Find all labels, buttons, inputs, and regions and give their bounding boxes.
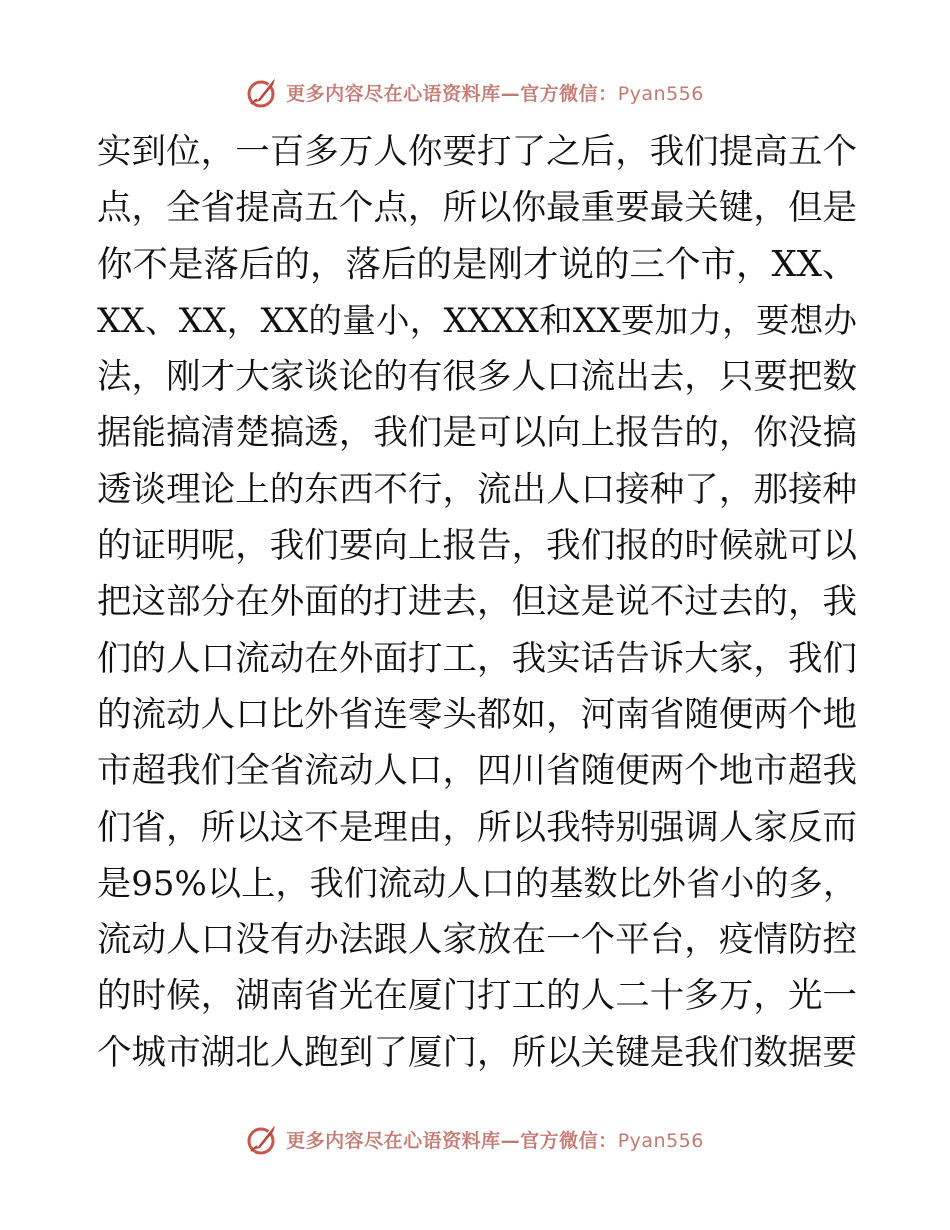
quill-pen-logo-icon: [246, 1122, 280, 1156]
header-banner-content: [246, 75, 704, 109]
footer-banner: [0, 1119, 950, 1159]
body-line: 流动人口没有办法跟人家放在一个平台，疫情防控: [97, 920, 857, 961]
body-line: 点，全省提高五个点，所以你最重要最关键，但是: [97, 188, 857, 229]
header-banner: [0, 72, 950, 112]
quill-pen-logo-icon: [246, 75, 280, 109]
header-contact-handle: Pyan556: [617, 82, 704, 105]
body-line: 实到位，一百多万人你要打了之后，我们提高五个: [97, 132, 857, 172]
body-line: 的流动人口比外省连零头都如，河南省随便两个地: [97, 694, 857, 735]
body-line: XX、XX，XX的量小，XXXX和XX要加力，要想办: [97, 300, 857, 340]
body-line: 你不是落后的，落后的是刚才说的三个市，XX、: [97, 243, 858, 285]
body-line: 的证明呢，我们要向上报告，我们报的时候就可以: [97, 526, 857, 567]
body-line: 们省，所以这不是理由，所以我特别强调人家反而: [97, 807, 857, 848]
header-contact-label: 官方微信：: [520, 82, 618, 105]
body-line: 把这部分在外面的打进去，但这是说不过去的，我: [97, 582, 857, 623]
body-line: 们的人口流动在外面打工，我实话告诉大家，我们: [97, 638, 857, 679]
body-line: 的时候，湖南省光在厦门打工的人二十多万，光一: [97, 976, 857, 1017]
header-banner-text: [286, 79, 704, 106]
footer-separator: —: [500, 1129, 521, 1152]
body-line: 市超我们全省流动人口，四川省随便两个地市超我: [97, 751, 857, 792]
footer-contact-handle: Pyan556: [617, 1129, 704, 1152]
body-line: 法，刚才大家谈论的有很多人口流出去，只要把数: [97, 357, 857, 398]
footer-site-name: 更多内容尽在心语资料库: [286, 1129, 501, 1152]
footer-banner-content: [246, 1122, 704, 1156]
footer-contact-label: 官方微信：: [520, 1129, 618, 1152]
body-line: 透谈理论上的东西不行，流出人口接种了，那接种: [97, 469, 857, 510]
header-site-name: 更多内容尽在心语资料库: [286, 82, 501, 105]
body-line: 是95%以上，我们流动人口的基数比外省小的多，: [97, 863, 857, 904]
body-line: 据能搞清楚搞透，我们是可以向上报告的，你没搞: [97, 413, 857, 454]
header-separator: —: [500, 82, 521, 105]
document-body: [97, 124, 857, 1081]
footer-banner-text: [286, 1126, 704, 1153]
body-line: 个城市湖北人跑到了厦门，所以关键是我们数据要: [97, 1032, 857, 1073]
